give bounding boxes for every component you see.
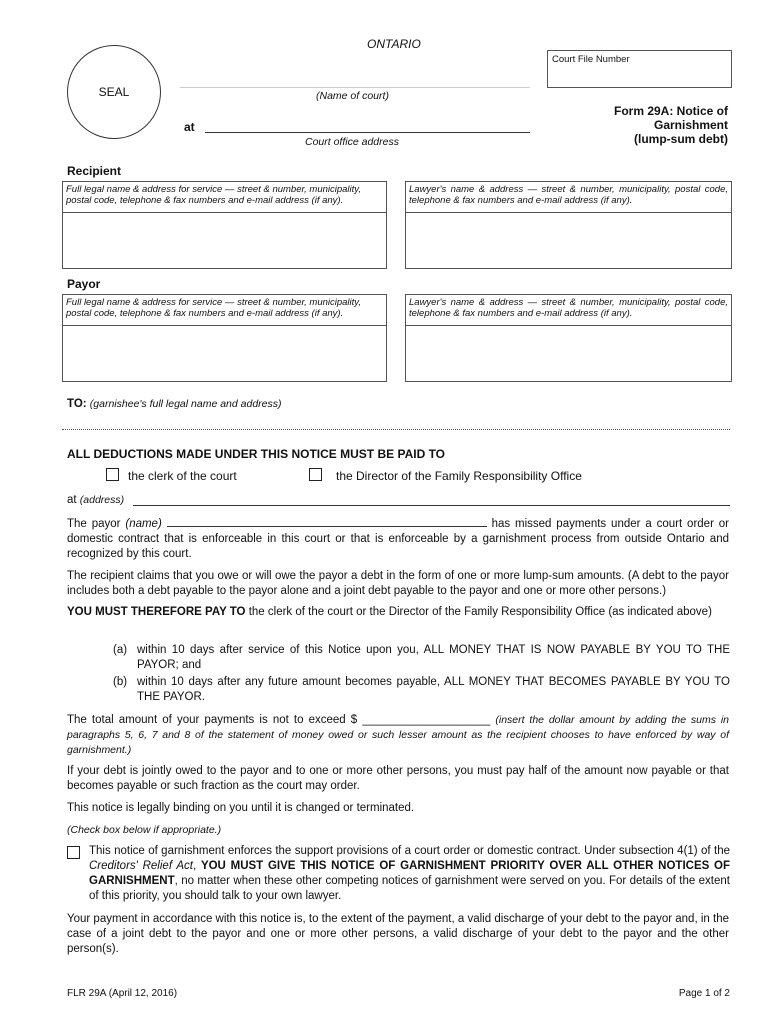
priority-act: Creditors' Relief Act xyxy=(89,860,193,872)
item-a-marker: (a) xyxy=(113,644,128,656)
recipient-party-label: Full legal name & address for service — street & number, municipality, postal code, telephone & fax numbers and e-mail address (if any). xyxy=(63,182,386,213)
item-b-text: within 10 days after any future amount becomes payable, ALL MONEY THAT BECOMES PAYABLE BY YOU TO THE PAYOR. xyxy=(137,676,730,703)
to-garnishee xyxy=(67,398,282,410)
total-caption: (insert the dollar amount by adding the sums in paragraphs 5, 6, 7 and 8 of the statement of money owed or such lesser amount as the recipient chooses to have enforced by way of garnishment.) xyxy=(67,714,730,756)
court-file-number-box[interactable] xyxy=(547,50,732,88)
priority-rest: , no matter when these other competing notices of garnishment were served on you. For details of the extent of this priority, you should talk to your own lawyer. xyxy=(89,875,730,902)
garnishee-line[interactable] xyxy=(62,429,730,430)
province-heading: ONTARIO xyxy=(367,37,421,51)
total-amount-field[interactable]: ____________________ xyxy=(362,714,491,726)
at-label: at xyxy=(184,120,195,134)
recipient-claims-paragraph: The recipient claims that you owe or will owe the payor a debt in the form of one or more lump-sum amounts. (A debt to the payor includes both a debt payable to the payor alone and a joint debt payable to the payor and one or more other persons.) xyxy=(67,570,729,597)
payor-suffix: has missed payments under a court order or domestic contract that is enforceable in this court or that is enforceable by a garnishment process from outside Ontario and recognized by this court. xyxy=(67,518,730,560)
payor-name-caption: (name) xyxy=(125,518,162,530)
court-seal xyxy=(67,45,161,139)
deductions-heading: ALL DEDUCTIONS MADE UNDER THIS NOTICE MUST BE PAID TO xyxy=(67,447,446,461)
name-of-court-line[interactable] xyxy=(180,87,530,88)
payor-party-label: Full legal name & address for service — street & number, municipality, postal code, telephone & fax numbers and e-mail address (if any). xyxy=(63,295,386,326)
deductions-address-caption: (address) xyxy=(79,494,125,506)
recipient-party-box[interactable] xyxy=(62,181,387,269)
item-a-text: within 10 days after service of this Notice upon you, ALL MONEY THAT IS NOW PAYABLE BY YOU TO THE PAYOR; and xyxy=(137,644,730,671)
form-id: FLR 29A (April 12, 2016) xyxy=(67,988,178,999)
payor-lawyer-label: Lawyer's name & address — street & number, municipality, postal code, telephone & fax numbers and e-mail address (if any). xyxy=(406,295,731,326)
director-checkbox[interactable] xyxy=(309,468,322,481)
priority-bold: YOU MUST GIVE THIS NOTICE OF GARNISHMENT PRIORITY OVER ALL OTHER NOTICES OF GARNISHMENT xyxy=(89,860,731,887)
total-prefix: The total amount of your payments is not to exceed $ xyxy=(67,714,358,726)
director-option-label: the Director of the Family Responsibility Office xyxy=(336,469,582,483)
form-title xyxy=(570,104,728,146)
recipient-heading: Recipient xyxy=(67,164,122,178)
item-b xyxy=(113,675,730,705)
clerk-checkbox[interactable] xyxy=(106,468,119,481)
binding-paragraph: This notice is legally binding on you until it is changed or terminated. xyxy=(67,802,415,814)
form-title-line2: Garnishment xyxy=(653,118,728,132)
jointly-owed-paragraph: If your debt is jointly owed to the payor and to one or more other persons, you must pay half of the amount now payable or that becomes payable or such fraction as the court may order. xyxy=(67,765,729,792)
payor-heading: Payor xyxy=(67,277,101,291)
total-amount-paragraph xyxy=(67,713,729,758)
priority-checkbox[interactable] xyxy=(67,846,80,859)
discharge-paragraph: Your payment in accordance with this notice is, to the extent of the payment, a valid discharge of your debt to the payor and, in the case of a joint debt to the payor and one or more other persons, a valid discharge of your debt to the payor and the other person(s). xyxy=(67,913,729,955)
to-label: TO: xyxy=(67,398,87,410)
payor-name-line[interactable] xyxy=(167,516,487,527)
payor-party-box[interactable] xyxy=(62,294,387,382)
deductions-address-line[interactable] xyxy=(133,505,730,506)
check-below-note: (Check box below if appropriate.) xyxy=(67,824,222,836)
payor-missed-payments-paragraph xyxy=(67,516,729,562)
to-caption: (garnishee's full legal name and address) xyxy=(89,398,282,410)
name-of-court-caption: (Name of court) xyxy=(316,90,389,102)
seal-label: SEAL xyxy=(98,85,130,99)
recipient-lawyer-label: Lawyer's name & address — street & number, municipality, postal code, telephone & fax numbers and e-mail address (if any). xyxy=(406,182,731,213)
must-pay-bold: YOU MUST THEREFORE PAY TO xyxy=(67,606,246,618)
must-pay-rest: the clerk of the court or the Director of the Family Responsibility Office (as indicated above) xyxy=(248,606,712,618)
item-a xyxy=(113,643,730,673)
priority-paragraph: This notice of garnishment enforces the support provisions of a court order or domestic contract. Under subsection 4(1) of the Creditors' Relief Act, YOU MUST GIVE THIS NOTICE OF GARNISHMENT PRIORITY OVER ALL OTHER NOTICES OF GARNISHMENT, no matter when these other competing notices of garnishment were served on you. For details of the extent of this priority, you should talk to your own lawyer. xyxy=(89,845,731,902)
court-office-address-caption: Court office address xyxy=(305,136,399,148)
court-file-number-label: Court File Number xyxy=(552,54,630,65)
clerk-option-label: the clerk of the court xyxy=(128,469,237,483)
priority-part1: This notice of garnishment enforces the support provisions of a court order or domestic contract. Under subsection 4(1) of the xyxy=(89,845,730,857)
page-number: Page 1 of 2 xyxy=(678,988,730,999)
recipient-lawyer-box[interactable] xyxy=(405,181,732,269)
form-title-line3: (lump-sum debt) xyxy=(634,132,728,146)
deductions-address-label xyxy=(67,494,124,506)
court-office-address-line[interactable] xyxy=(205,132,530,133)
form-title-line1: Form 29A: Notice of xyxy=(613,104,728,118)
must-pay-paragraph xyxy=(67,605,729,620)
deductions-at: at xyxy=(67,494,77,506)
payor-lawyer-box[interactable] xyxy=(405,294,732,382)
item-b-marker: (b) xyxy=(113,676,128,688)
payor-prefix: The payor xyxy=(67,518,121,530)
